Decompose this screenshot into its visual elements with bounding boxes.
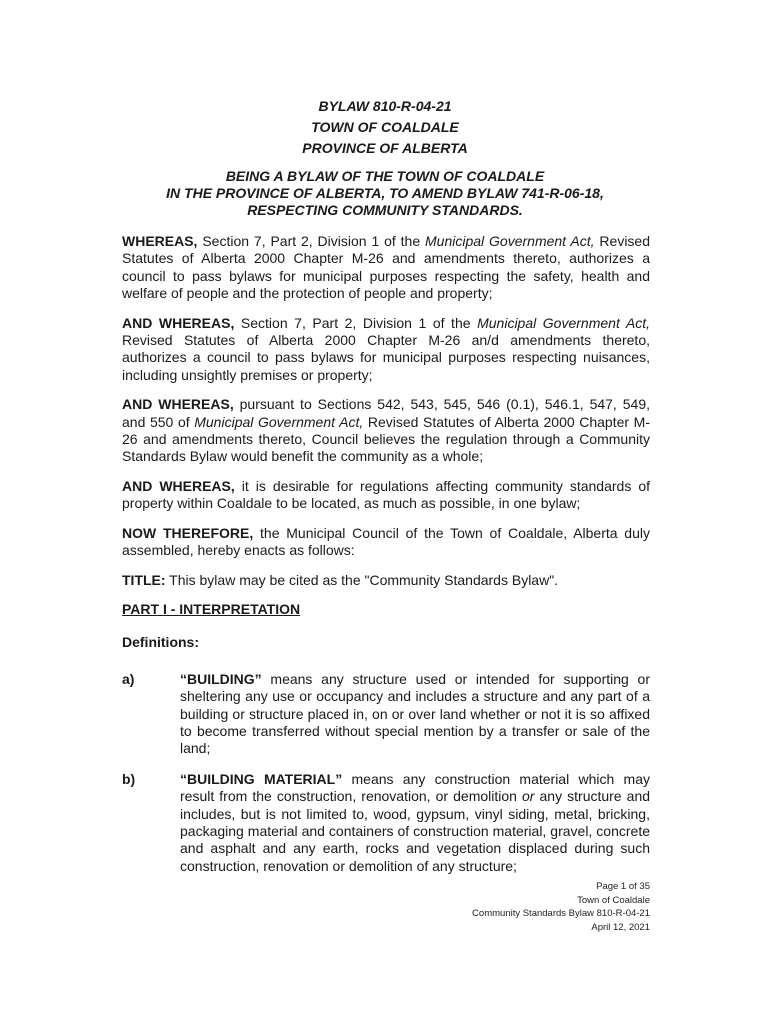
definition-label: a)	[122, 670, 135, 687]
page-number: Page 1 of 35	[596, 881, 650, 892]
whereas-paragraph-1	[122, 233, 650, 303]
definition-term: “BUILDING”	[180, 670, 262, 687]
definition-body: means any structure used or intended for supporting or sheltering any use or occupancy and includes a structure and any part of a building or structure placed in, on or over land whether or not it is so affixed to become transferred without special mention by a transfer or sale of the land;	[180, 670, 650, 757]
province-name: PROVINCE OF ALBERTA	[302, 140, 468, 156]
whereas-lead: AND WHEREAS,	[122, 314, 235, 331]
act-name: Municipal Government Act,	[477, 314, 650, 331]
bylaw-header	[0, 96, 770, 159]
now-therefore-paragraph	[122, 525, 650, 560]
bylaw-number: BYLAW 810-R-04-21	[318, 98, 452, 114]
definition-term: “BUILDING MATERIAL”	[180, 770, 343, 787]
subtitle-line-3: RESPECTING COMMUNITY STANDARDS.	[247, 202, 523, 218]
title-text: This bylaw may be cited as the "Community Standards Bylaw".	[165, 571, 559, 588]
title-paragraph	[122, 572, 650, 589]
definition-text	[180, 671, 650, 758]
subtitle-line-2: IN THE PROVINCE OF ALBERTA, TO AMEND BYLAW 741-R-06-18,	[166, 185, 604, 201]
whereas-paragraph-2	[122, 315, 650, 385]
whereas-text: Section 7, Part 2, Division 1 of the	[234, 314, 478, 331]
definition-body: any structure and includes, but is not limited to, wood, gypsum, vinyl siding, metal, bricking, packaging material and containers of construction material, gravel, concrete and asphalt and any earth, rocks and vegetation displaced during such construction, renovation or demolition of any structure;	[180, 788, 651, 874]
whereas-text: Revised Statutes of Alberta 2000 Chapter M-26 an/d amendments thereto, authorizes a council to pass bylaws for municipal purposes respecting nuisances, including unsightly premises or property;	[122, 332, 650, 383]
title-lead: TITLE:	[122, 571, 166, 588]
whereas-text: pursuant to Sections 542, 543, 545, 546 (0.1), 546.1, 547, 549, and 550 of	[122, 396, 651, 430]
definition-item	[122, 671, 650, 758]
town-name: TOWN OF COALDALE	[311, 119, 459, 135]
subtitle-line-1: BEING A BYLAW OF THE TOWN OF COALDALE	[225, 168, 545, 184]
whereas-text: Revised Statutes of Alberta 2000 Chapter M-26 and amendments thereto, authorizes a council to pass bylaws for municipal purposes respecting the safety, health and welfare of people and the protection of people and property;	[122, 233, 651, 302]
definition-body: means any construction material which may result from the construction, renovation, or demolition	[180, 770, 650, 805]
document-body	[122, 233, 650, 888]
definitions-heading: Definitions:	[122, 634, 199, 651]
footer-doc-title: Community Standards Bylaw 810-R-04-21	[472, 908, 650, 919]
footer-date: April 12, 2021	[591, 921, 650, 933]
definition-text	[180, 771, 650, 875]
page-footer	[472, 880, 650, 934]
whereas-text: Revised Statutes of Alberta 2000 Chapter M-26 and amendments thereto, Council believes the regulation through a Community Standards Bylaw would benefit the community as a whole;	[122, 413, 650, 465]
bylaw-subtitle	[0, 168, 770, 219]
whereas-lead: AND WHEREAS,	[122, 396, 234, 413]
definition-emphasis: or	[522, 788, 535, 805]
whereas-text: Section 7, Part 2, Division 1 of the	[197, 233, 426, 249]
act-name: Municipal Government Act,	[425, 233, 595, 249]
therefore-text: the Municipal Council of the Town of Coaldale, Alberta duly assembled, hereby enacts as follows:	[122, 524, 650, 559]
whereas-paragraph-3	[122, 396, 650, 466]
whereas-lead: AND WHEREAS,	[122, 477, 235, 494]
whereas-lead: WHEREAS,	[122, 233, 198, 249]
therefore-lead: NOW THEREFORE,	[122, 524, 254, 541]
part-heading: PART I - INTERPRETATION	[122, 600, 301, 617]
footer-town: Town of Coaldale	[577, 894, 650, 906]
act-name: Municipal Government Act,	[194, 413, 364, 430]
definition-label: b)	[122, 770, 136, 787]
definition-item	[122, 771, 650, 875]
whereas-text: it is desirable for regulations affecting community standards of property within Coaldale to be located, as much as possible, in one bylaw;	[122, 477, 650, 512]
whereas-paragraph-4	[122, 478, 650, 513]
